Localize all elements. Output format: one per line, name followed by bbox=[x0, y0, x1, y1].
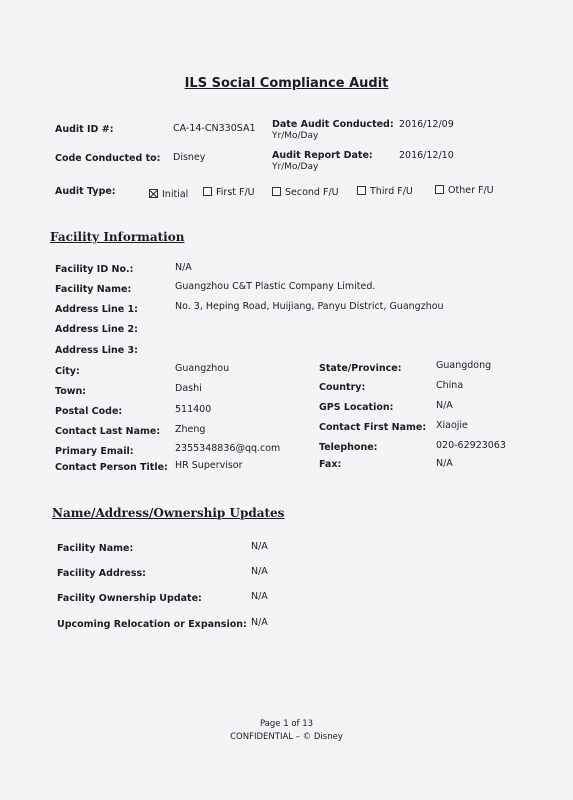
contact-first-name-label: Contact First Name: bbox=[319, 422, 427, 433]
checkbox-icon bbox=[435, 185, 444, 194]
audit-type-initial-label: Initial bbox=[162, 189, 189, 200]
update-facility-address-value: N/A bbox=[251, 566, 268, 577]
date-format-2: Yr/Mo/Day bbox=[272, 162, 319, 172]
city-label: City: bbox=[55, 366, 80, 377]
date-format-1: Yr/Mo/Day bbox=[272, 131, 319, 141]
city-value: Guangzhou bbox=[175, 363, 230, 374]
state-value: Guangdong bbox=[436, 360, 492, 371]
primary-email-value: 2355348836@qq.com bbox=[175, 443, 281, 454]
audit-type-first-fu-label: First F/U bbox=[216, 187, 255, 198]
contact-last-name-label: Contact Last Name: bbox=[55, 426, 161, 437]
postal-code-label: Postal Code: bbox=[55, 406, 123, 417]
audit-type-second-fu-label: Second F/U bbox=[285, 187, 339, 198]
date-conducted-label: Date Audit Conducted: bbox=[272, 119, 394, 130]
code-conducted-value: Disney bbox=[173, 152, 206, 163]
telephone-value: 020-62923063 bbox=[436, 440, 506, 451]
fax-value: N/A bbox=[436, 458, 453, 469]
audit-type-third-fu[interactable] bbox=[357, 186, 413, 197]
gps-location-value: N/A bbox=[436, 400, 453, 411]
audit-type-other-fu-label: Other F/U bbox=[448, 185, 494, 196]
contact-first-name-value: Xiaojie bbox=[436, 420, 468, 431]
audit-id-label: Audit ID #: bbox=[55, 124, 114, 135]
facility-id-label: Facility ID No.: bbox=[55, 264, 134, 275]
date-conducted-value: 2016/12/09 bbox=[399, 119, 454, 130]
update-facility-name-label: Facility Name: bbox=[57, 543, 134, 554]
gps-location-label: GPS Location: bbox=[319, 402, 394, 413]
state-label: State/Province: bbox=[319, 363, 402, 374]
town-label: Town: bbox=[55, 386, 87, 397]
address-line-1-label: Address Line 1: bbox=[55, 304, 138, 315]
town-value: Dashi bbox=[175, 383, 202, 394]
postal-code-value: 511400 bbox=[175, 404, 212, 415]
country-label: Country: bbox=[319, 382, 366, 393]
audit-id-value: CA-14-CN330SA1 bbox=[173, 123, 256, 134]
report-date-label: Audit Report Date: bbox=[272, 150, 373, 161]
page-title: ILS Social Compliance Audit bbox=[184, 76, 389, 91]
facility-info-heading: Facility Information bbox=[50, 230, 185, 244]
audit-type-initial[interactable] bbox=[149, 189, 188, 200]
audit-type-second-fu[interactable] bbox=[272, 187, 339, 198]
fax-label: Fax: bbox=[319, 459, 342, 470]
facility-name-label: Facility Name: bbox=[55, 284, 132, 295]
audit-type-first-fu[interactable] bbox=[203, 187, 255, 198]
telephone-label: Telephone: bbox=[319, 442, 378, 453]
audit-type-label: Audit Type: bbox=[55, 186, 116, 197]
checkbox-icon bbox=[357, 186, 366, 195]
update-ownership-value: N/A bbox=[251, 591, 268, 602]
checked-box-icon bbox=[149, 189, 158, 198]
contact-title-value: HR Supervisor bbox=[175, 460, 243, 471]
checkbox-icon bbox=[272, 187, 281, 196]
audit-type-third-fu-label: Third F/U bbox=[370, 186, 413, 197]
facility-name-value: Guangzhou C&T Plastic Company Limited. bbox=[175, 281, 376, 292]
contact-last-name-value: Zheng bbox=[175, 424, 206, 435]
confidential-notice: CONFIDENTIAL – © Disney bbox=[230, 732, 343, 742]
page-number: Page 1 of 13 bbox=[259, 719, 314, 729]
address-line-3-label: Address Line 3: bbox=[55, 345, 138, 356]
update-facility-name-value: N/A bbox=[251, 541, 268, 552]
update-ownership-label: Facility Ownership Update: bbox=[57, 593, 202, 604]
audit-type-other-fu[interactable] bbox=[435, 185, 494, 196]
update-relocation-label: Upcoming Relocation or Expansion: bbox=[57, 619, 247, 630]
update-relocation-value: N/A bbox=[251, 617, 268, 628]
country-value: China bbox=[436, 380, 464, 391]
address-line-2-label: Address Line 2: bbox=[55, 324, 138, 335]
contact-title-label: Contact Person Title: bbox=[55, 462, 168, 473]
primary-email-label: Primary Email: bbox=[55, 446, 134, 457]
code-conducted-label: Code Conducted to: bbox=[55, 153, 161, 164]
facility-id-value: N/A bbox=[175, 262, 192, 273]
checkbox-icon bbox=[203, 187, 212, 196]
updates-heading: Name/Address/Ownership Updates bbox=[52, 506, 285, 520]
address-line-1-value: No. 3, Heping Road, Huijiang, Panyu District, Guangzhou bbox=[175, 301, 444, 312]
report-date-value: 2016/12/10 bbox=[399, 150, 454, 161]
update-facility-address-label: Facility Address: bbox=[57, 568, 146, 579]
